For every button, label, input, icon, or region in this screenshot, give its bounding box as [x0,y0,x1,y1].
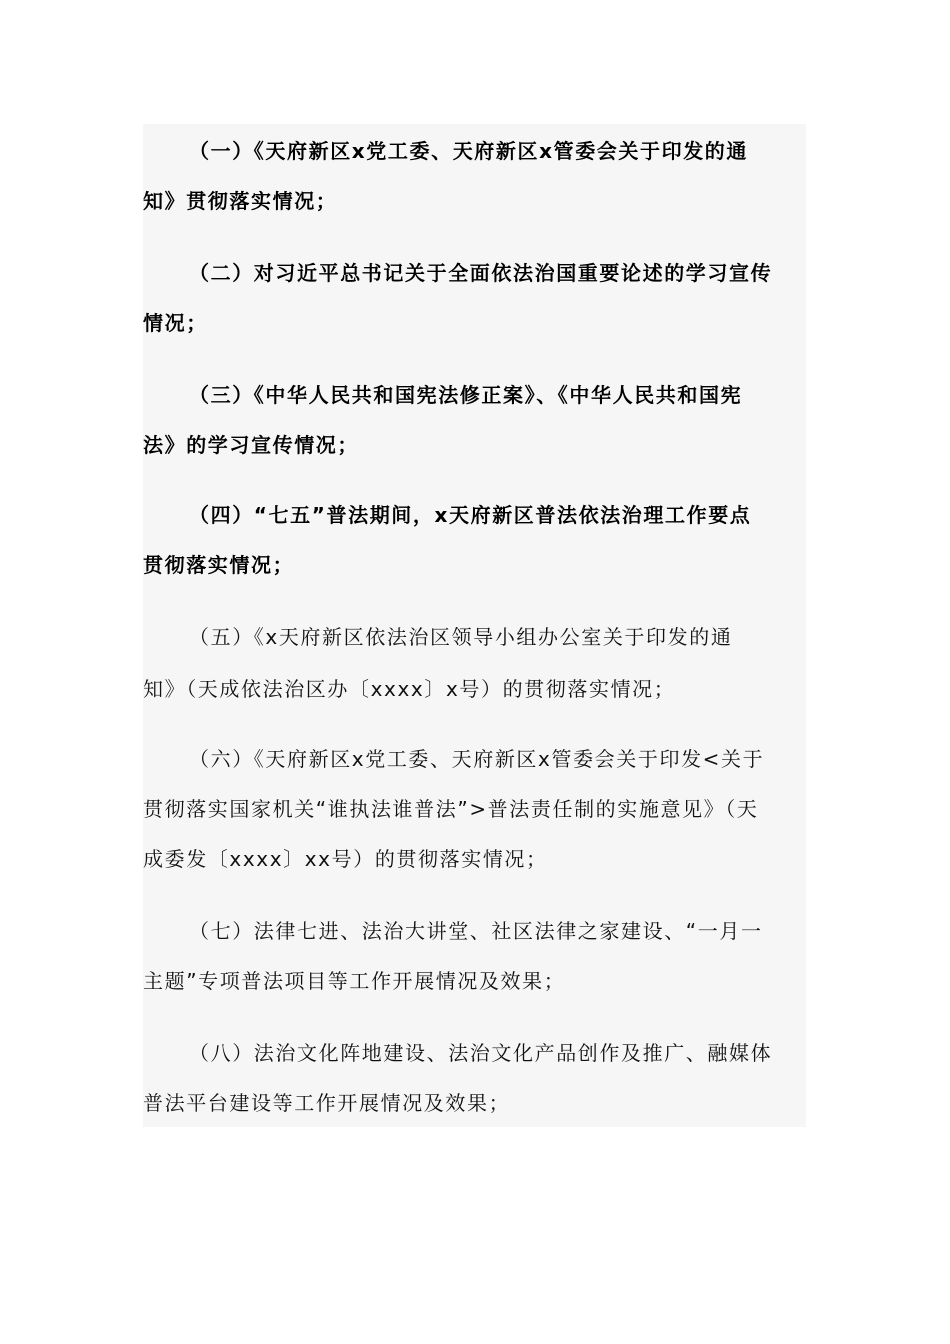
paragraph-line: 知》（天成依法治区办〔xxxx〕x号）的贯彻落实情况； [143,677,676,701]
paragraph-line: 成委发〔xxxx〕xx号）的贯彻落实情况； [143,847,548,871]
paragraph-line: 知》贯彻落实情况； [143,189,338,213]
paragraph-line-first: （六）《天府新区x党工委、天府新区x管委会关于印发<关于 [189,747,765,771]
paragraph-line-first: （三）《中华人民共和国宪法修正案》、《中华人民共和国宪 [189,383,743,407]
paragraph-line: 情况； [143,311,208,335]
paragraph-line: 法》的学习宣传情况； [143,433,359,457]
paragraph-line-first: （四）“七五”普法期间，x天府新区普法依法治理工作要点 [189,503,752,527]
paragraph-line-first: （五）《x天府新区依法治区领导小组办公室关于印发的通 [189,625,733,649]
paragraph-line-first: （二）对习近平总书记关于全面依法治国重要论述的学习宣传 [189,261,773,285]
paragraph-line: 贯彻落实国家机关“谁执法谁普法”>普法责任制的实施意见》（天 [143,797,759,821]
paragraph-line: 主题”专项普法项目等工作开展情况及效果； [143,969,566,993]
paragraph-line: 普法平台建设等工作开展情况及效果； [143,1091,511,1115]
document-body [143,124,806,1127]
paragraph-line-first: （七）法律七进、法治大讲堂、社区法律之家建设、“一月一 [189,919,763,943]
paragraph-line-first: （八）法治文化阵地建设、法治文化产品创作及推广、融媒体 [189,1041,773,1065]
paragraph-line: 贯彻落实情况； [143,553,295,577]
paragraph-line-first: （一）《天府新区x党工委、天府新区x管委会关于印发的通 [189,139,749,163]
